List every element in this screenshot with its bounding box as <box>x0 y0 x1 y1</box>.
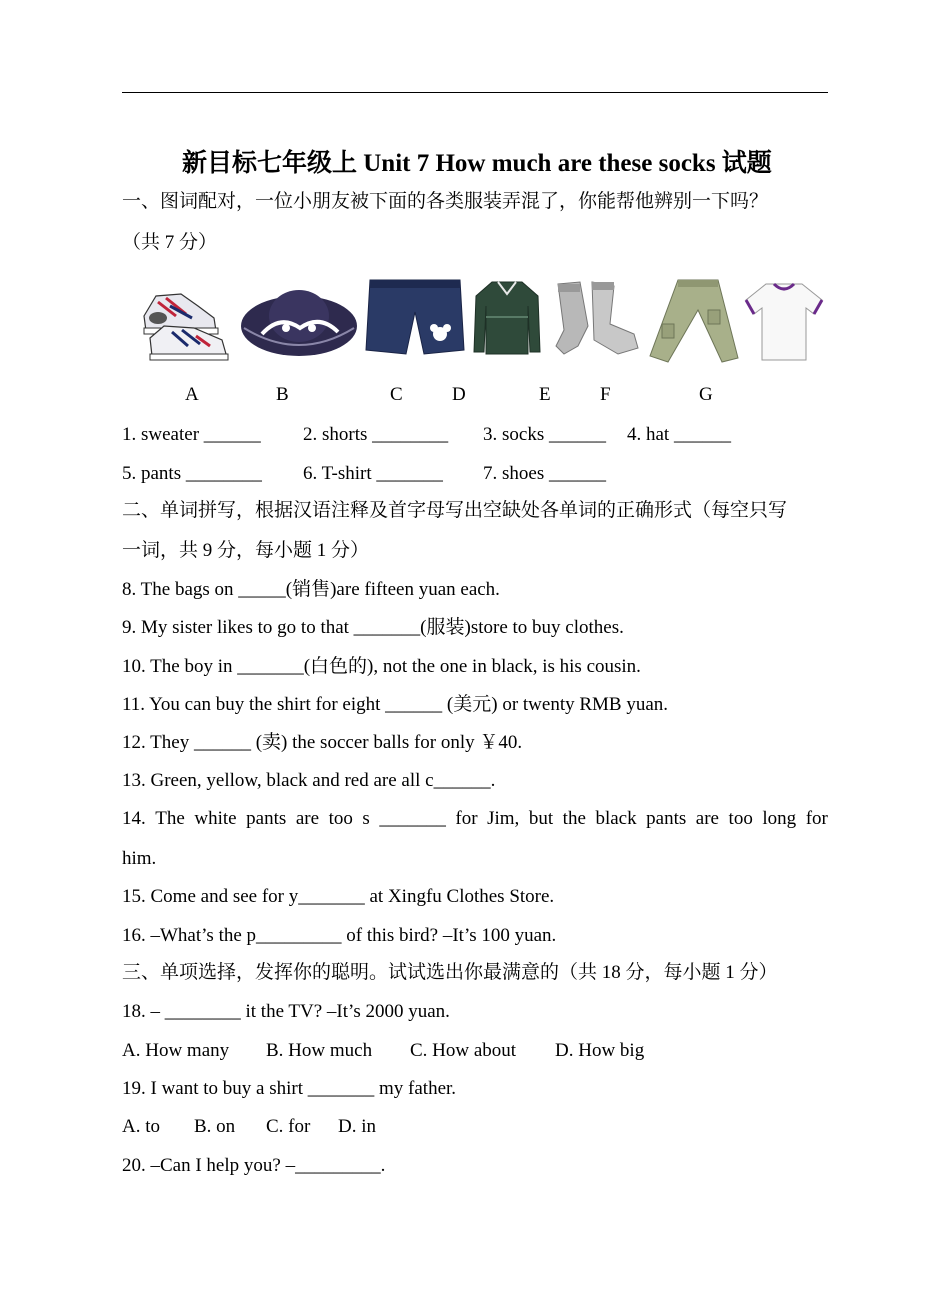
question-16: 16. –What’s the p_________ of this bird? –It’s 100 yuan. <box>122 925 557 946</box>
q14-word: Jim, <box>487 808 520 829</box>
q14-word: are <box>295 808 320 829</box>
question-19: 19. I want to buy a shirt _______ my father. <box>122 1078 457 1099</box>
q14-word: pants <box>246 808 287 829</box>
section1-points: （共 7 分） <box>122 232 218 253</box>
question-8: 8. The bags on _____(销售)are fifteen yuan each. <box>122 579 500 600</box>
image-label: F <box>600 384 611 405</box>
image-label: B <box>276 384 289 405</box>
match-item: 3. socks ______ <box>483 424 606 445</box>
hat-icon <box>240 276 358 366</box>
section2-heading: 二、单词拼写，根据汉语注释及首字母写出空缺处各单词的正确形式（每空只写 <box>122 500 788 521</box>
option-b: B. How much <box>266 1040 373 1061</box>
question-9: 9. My sister likes to go to that _______(服装)store to buy clothes. <box>122 617 624 638</box>
section2-heading-cont: 一词，共 9 分，每小题 1 分） <box>122 540 370 561</box>
sweater-icon <box>472 276 542 362</box>
match-item: 6. T-shirt _______ <box>303 463 443 484</box>
q14-word: long <box>762 808 797 829</box>
option-a: A. How many <box>122 1040 230 1061</box>
image-label: A <box>185 384 199 405</box>
tshirt-icon <box>744 276 824 366</box>
question-14-cont: him. <box>122 848 157 869</box>
option-d: D. in <box>338 1116 376 1137</box>
q14-word: The <box>155 808 185 829</box>
match-item: 5. pants ________ <box>122 463 262 484</box>
q14-word: pants <box>646 808 687 829</box>
pants-icon <box>648 276 740 366</box>
question-15: 15. Come and see for y_______ at Xingfu Clothes Store. <box>122 886 555 907</box>
section1-heading: 一、图词配对，一位小朋友被下面的各类服装弄混了，你能帮他辨别一下吗？ <box>122 191 769 212</box>
option-d: D. How big <box>555 1040 645 1061</box>
q14-word: the <box>562 808 586 829</box>
match-item: 4. hat ______ <box>627 424 731 445</box>
section3-heading: 三、单项选择，发挥你的聪明。试试选出你最满意的（共 18 分，每小题 1 分） <box>122 962 778 983</box>
question-12: 12. They ______ (卖) the soccer balls for only ￥40. <box>122 732 523 753</box>
image-label: G <box>699 384 713 405</box>
match-item: 2. shorts ________ <box>303 424 449 445</box>
q14-word: for <box>805 808 828 829</box>
match-row-2 <box>122 462 606 486</box>
q14-word: are <box>695 808 719 829</box>
q14-word: black <box>595 808 637 829</box>
question-10: 10. The boy in _______(白色的), not the one in black, is his cousin. <box>122 656 641 677</box>
match-row-1 <box>122 423 731 447</box>
q14-word: white <box>194 808 237 829</box>
question-18-options <box>122 1039 644 1063</box>
sneakers-icon <box>136 276 232 368</box>
q14-word: s <box>362 808 370 829</box>
question-13: 13. Green, yellow, black and red are all c______. <box>122 770 496 791</box>
question-11: 11. You can buy the shirt for eight ______ (美元) or twenty RMB yuan. <box>122 694 669 715</box>
option-c: C. for <box>266 1116 311 1137</box>
q14-word: 14. <box>122 808 146 829</box>
option-c: C. How about <box>410 1040 517 1061</box>
image-label: D <box>452 384 466 405</box>
question-19-options <box>122 1115 376 1139</box>
match-item: 1. sweater ______ <box>122 424 261 445</box>
option-b: B. on <box>194 1116 236 1137</box>
match-item: 7. shoes ______ <box>483 463 606 484</box>
page-title: 新目标七年级上 Unit 7 How much are these socks 试题 <box>182 150 772 177</box>
question-14 <box>122 807 828 831</box>
header-rule <box>122 92 828 93</box>
q14-word: but <box>528 808 554 829</box>
shorts-icon <box>364 276 466 356</box>
q14-word: _______ <box>379 808 446 829</box>
image-label: E <box>539 384 551 405</box>
clothing-images <box>136 276 826 371</box>
question-18: 18. – ________ it the TV? –It’s 2000 yuan. <box>122 1001 450 1022</box>
q14-word: too <box>328 808 353 829</box>
q14-word: too <box>728 808 753 829</box>
option-a: A. to <box>122 1116 160 1137</box>
image-label: C <box>390 384 403 405</box>
question-20: 20. –Can I help you? –_________. <box>122 1155 386 1176</box>
q14-word: for <box>455 808 478 829</box>
socks-icon <box>548 276 644 364</box>
